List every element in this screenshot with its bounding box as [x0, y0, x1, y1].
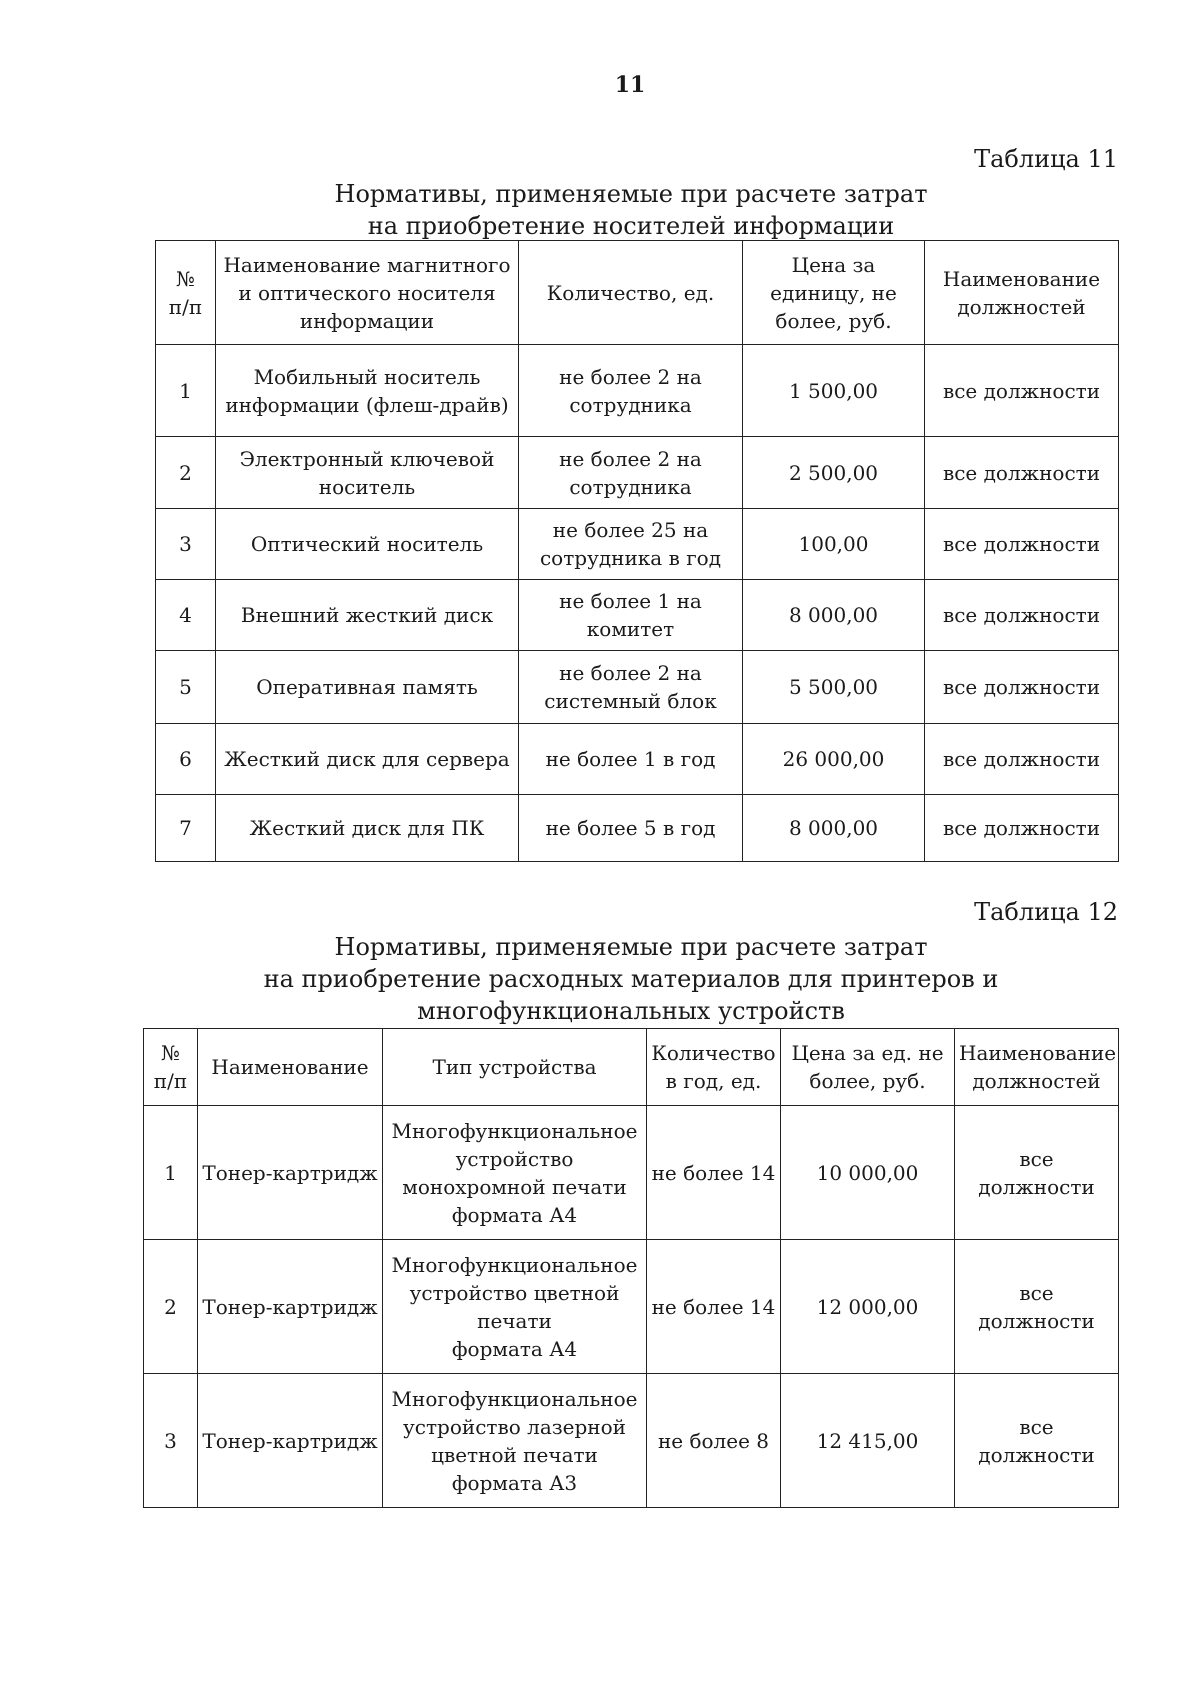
table12-header-cell: Тип устройства	[383, 1029, 647, 1106]
table-row	[156, 345, 1119, 437]
table12-header-cell: № п/п	[144, 1029, 198, 1106]
table-cell: 12 000,00	[781, 1240, 955, 1374]
table12	[143, 1028, 1119, 1508]
table-cell: не более 14	[647, 1106, 781, 1240]
table12-title-line3: многофункциональных устройств	[417, 997, 845, 1025]
table-cell: все должности	[925, 651, 1119, 724]
table12-header-cell: Цена за ед. не более, руб.	[781, 1029, 955, 1106]
table-row	[144, 1106, 1119, 1240]
table-row	[156, 795, 1119, 862]
table11-header-cell: Цена за единицу, не более, руб.	[743, 241, 925, 345]
table-cell: 1	[144, 1106, 198, 1240]
table-cell: Жесткий диск для сервера	[216, 724, 519, 795]
table11-label: Таблица 11	[974, 145, 1118, 173]
table-cell: не более 1 на комитет	[519, 580, 743, 651]
table12-title-line2: на приобретение расходных материалов для принтеров и	[263, 965, 999, 993]
table-cell: 8 000,00	[743, 580, 925, 651]
table-row	[156, 580, 1119, 651]
table12-header-cell: Наименование	[198, 1029, 383, 1106]
table-cell: не более 25 на сотрудника в год	[519, 509, 743, 580]
table-cell: Многофункциональное устройство цветной печати формата А4	[383, 1240, 647, 1374]
table-cell: Оптический носитель	[216, 509, 519, 580]
table11-header-row	[156, 241, 1119, 345]
table12-header-cell: Количество в год, ед.	[647, 1029, 781, 1106]
table-cell: 10 000,00	[781, 1106, 955, 1240]
table-cell: 4	[156, 580, 216, 651]
table-cell: Тонер-картридж	[198, 1374, 383, 1508]
table11-header-cell: Наименование магнитного и оптического носителя информации	[216, 241, 519, 345]
table12-title	[150, 931, 1112, 1027]
table-cell: не более 1 в год	[519, 724, 743, 795]
table-row	[156, 509, 1119, 580]
table-cell: все должности	[925, 580, 1119, 651]
table-cell: не более 14	[647, 1240, 781, 1374]
table-row	[156, 651, 1119, 724]
table-cell: Тонер-картридж	[198, 1106, 383, 1240]
table-cell: Многофункциональное устройство лазерной цветной печати формата А3	[383, 1374, 647, 1508]
table11-title	[150, 178, 1112, 242]
table-cell: 2	[144, 1240, 198, 1374]
table-cell: Оперативная память	[216, 651, 519, 724]
table-cell: все должности	[955, 1240, 1119, 1374]
table-cell: Тонер-картридж	[198, 1240, 383, 1374]
table-cell: не более 2 на системный блок	[519, 651, 743, 724]
table11-title-line2: на приобретение носителей информации	[367, 212, 895, 240]
table11	[155, 240, 1119, 862]
table11-header-cell: Наименование должностей	[925, 241, 1119, 345]
table-row	[144, 1240, 1119, 1374]
table-cell: 100,00	[743, 509, 925, 580]
table-cell: 5 500,00	[743, 651, 925, 724]
table-cell: 26 000,00	[743, 724, 925, 795]
table-cell: 2	[156, 437, 216, 509]
table-cell: 8 000,00	[743, 795, 925, 862]
table-cell: все должности	[925, 345, 1119, 437]
table-cell: 3	[156, 509, 216, 580]
table-cell: 1 500,00	[743, 345, 925, 437]
table12-header-row	[144, 1029, 1119, 1106]
table-cell: не более 2 на сотрудника	[519, 345, 743, 437]
table-cell: 7	[156, 795, 216, 862]
page-number: 11	[614, 72, 646, 98]
table12-title-line1: Нормативы, применяемые при расчете затрат	[334, 933, 928, 961]
table-cell: Мобильный носитель информации (флеш-драйв)	[216, 345, 519, 437]
table-row	[156, 437, 1119, 509]
table12-header-cell: Наименование должностей	[955, 1029, 1119, 1106]
table-cell: Внешний жесткий диск	[216, 580, 519, 651]
table-cell: 1	[156, 345, 216, 437]
table-cell: Жесткий диск для ПК	[216, 795, 519, 862]
table-cell: Многофункциональное устройство монохромной печати формата А4	[383, 1106, 647, 1240]
table-row	[144, 1374, 1119, 1508]
table-cell: 6	[156, 724, 216, 795]
table-cell: не более 5 в год	[519, 795, 743, 862]
table-row	[156, 724, 1119, 795]
table-cell: 12 415,00	[781, 1374, 955, 1508]
table-cell: не более 8	[647, 1374, 781, 1508]
table-cell: все должности	[925, 795, 1119, 862]
table-cell: все должности	[955, 1374, 1119, 1508]
table-cell: все должности	[955, 1106, 1119, 1240]
table-cell: все должности	[925, 437, 1119, 509]
table-cell: все должности	[925, 509, 1119, 580]
table11-header-cell: Количество, ед.	[519, 241, 743, 345]
table-cell: все должности	[925, 724, 1119, 795]
table11-header-cell: № п/п	[156, 241, 216, 345]
table11-title-line1: Нормативы, применяемые при расчете затрат	[334, 180, 928, 208]
table-cell: 5	[156, 651, 216, 724]
table-cell: 3	[144, 1374, 198, 1508]
table-cell: Электронный ключевой носитель	[216, 437, 519, 509]
table-cell: 2 500,00	[743, 437, 925, 509]
table12-label: Таблица 12	[974, 898, 1118, 926]
table-cell: не более 2 на сотрудника	[519, 437, 743, 509]
